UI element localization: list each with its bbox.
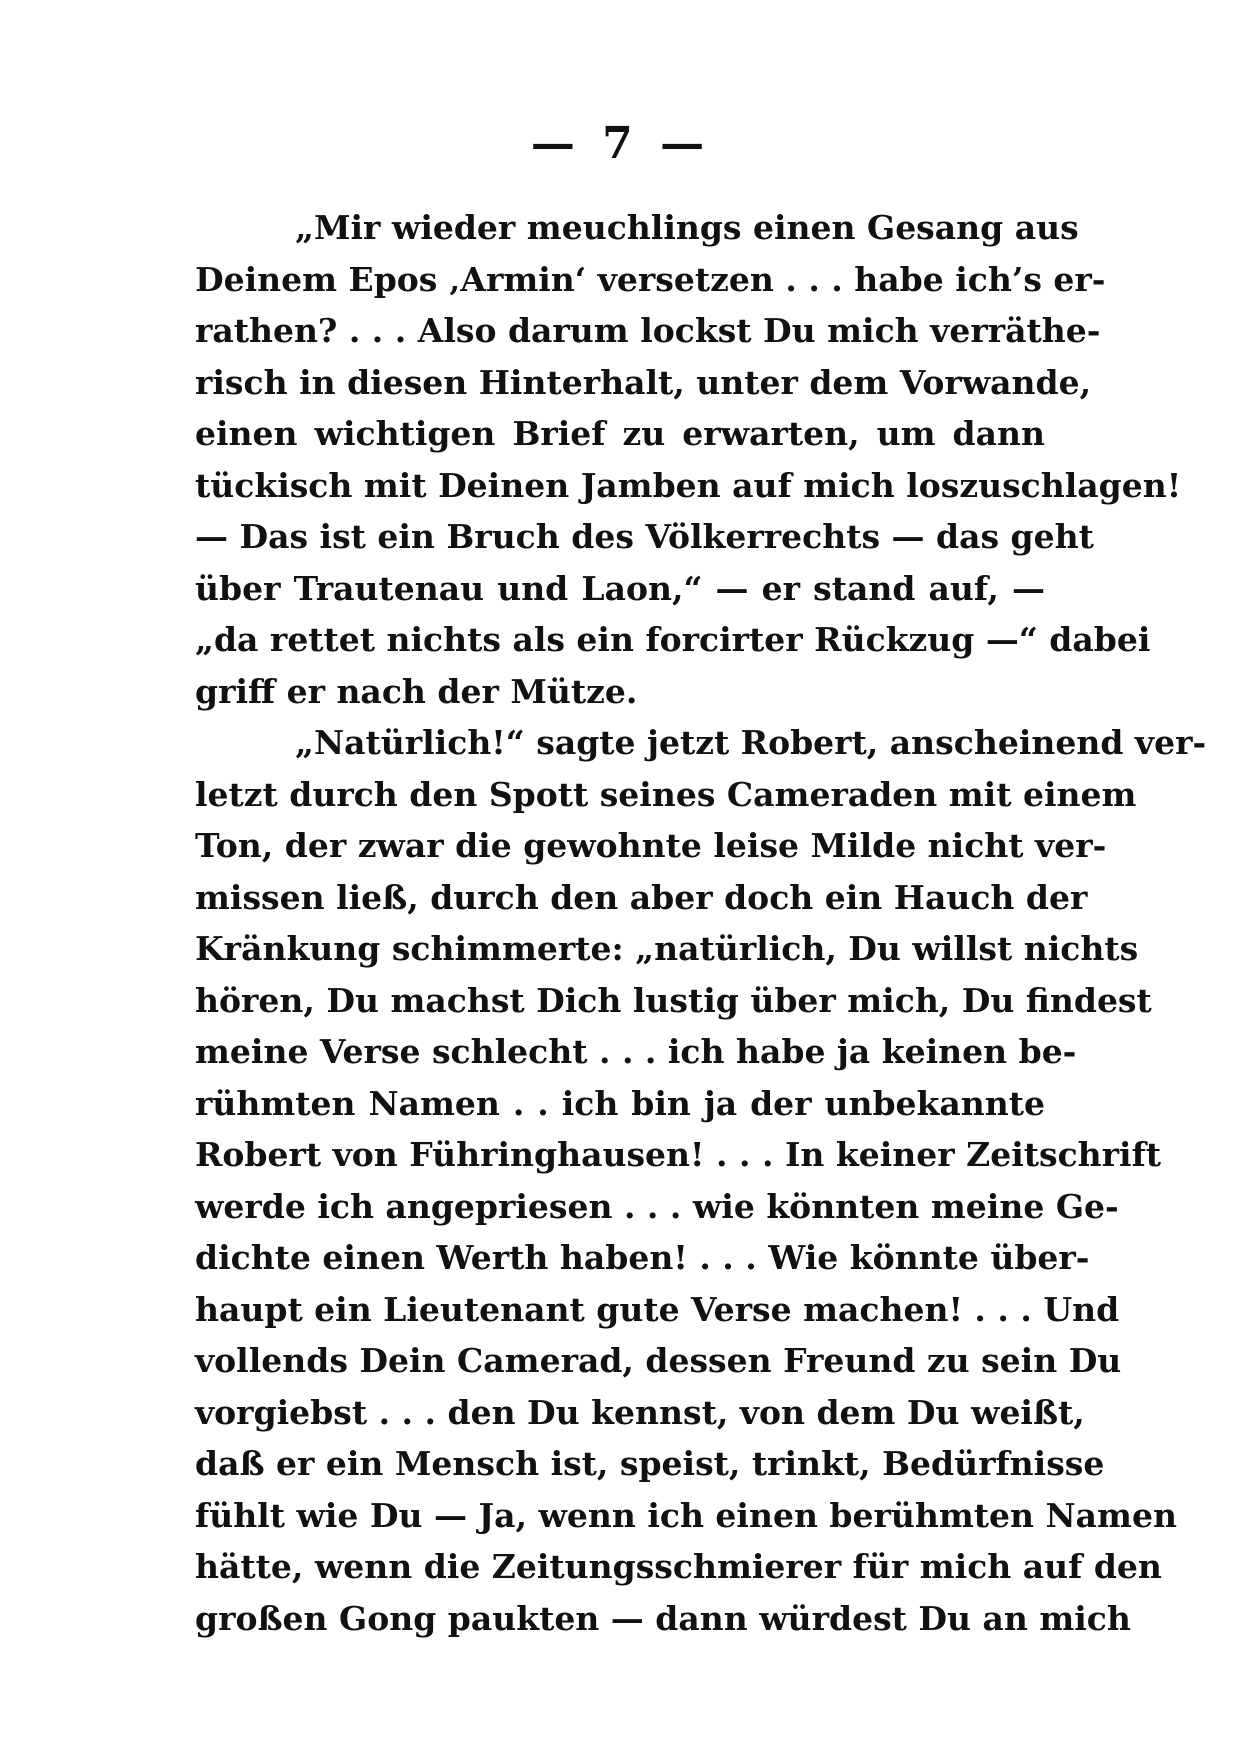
text-line: „Mir wieder meuchlings einen Gesang aus <box>295 208 1079 247</box>
text-line: fühlt wie Du — Ja, wenn ich einen berühmten Namen <box>195 1495 1177 1535</box>
text-line: rühmten Namen . . ich bin ja der unbekannte <box>195 1083 1045 1123</box>
text-line: tückisch mit Deinen Jamben auf mich loszuschlagen! <box>195 465 1182 505</box>
text-line: hätte, wenn die Zeitungsschmierer für mich auf den <box>195 1547 1162 1586</box>
text-line: — Das ist ein Bruch des Völkerrechts — das geht <box>195 517 1094 556</box>
text-line: dichte einen Werth haben! . . . Wie könnte über- <box>195 1238 1090 1277</box>
text-line: großen Gong paukten — dann würdest Du an mich <box>195 1598 1131 1638</box>
text-line: daß er ein Mensch ist, speist, trinkt, Bedürfnisse <box>195 1444 1105 1483</box>
text-line: Deinem Epos ‚Armin‘ versetzen . . . habe ich’s er- <box>195 259 1106 299</box>
text-line: einen wichtigen Brief zu erwarten, um dann <box>195 414 1045 453</box>
text-line: „da rettet nichts als ein forcirter Rückzug —“ dabei <box>195 620 1151 659</box>
text-line: griff er nach der Mütze. <box>195 671 638 711</box>
text-line: „Natürlich!“ sagte jetzt Robert, anscheinend ver- <box>295 723 1207 762</box>
text-line: vorgiebst . . . den Du kennst, von dem Du weißt, <box>195 1392 1085 1432</box>
text-line: missen ließ, durch den aber doch ein Hauch der <box>195 877 1088 917</box>
text-line: rathen? . . . Also darum lockst Du mich verräthe- <box>195 311 1101 350</box>
text-line: vollends Dein Camerad, dessen Freund zu sein Du <box>195 1341 1122 1380</box>
text-line: werde ich angepriesen . . . wie könnten meine Ge- <box>195 1186 1119 1226</box>
text-body <box>195 202 1207 1644</box>
text-line: über Trautenau und Laon,“ — er stand auf, — <box>195 568 1045 608</box>
text-line: Ton, der zwar die gewohnte leise Milde nicht ver- <box>195 826 1107 865</box>
text-line: haupt ein Lieutenant gute Verse machen! . . . Und <box>195 1289 1120 1329</box>
text-line: risch in diesen Hinterhalt, unter dem Vorwande, <box>195 362 1092 402</box>
page-number: — 7 — <box>530 118 711 169</box>
text-line: Kränkung schimmerte: „natürlich, Du willst nichts <box>195 929 1139 968</box>
text-line: Robert von Führinghausen! . . . In keiner Zeitschrift <box>195 1135 1162 1174</box>
text-line: meine Verse schlecht . . . ich habe ja keinen be- <box>195 1032 1077 1071</box>
text-line: hören, Du machst Dich lustig über mich, Du findest <box>195 980 1152 1020</box>
text-line: letzt durch den Spott seines Cameraden mit einem <box>195 774 1137 814</box>
